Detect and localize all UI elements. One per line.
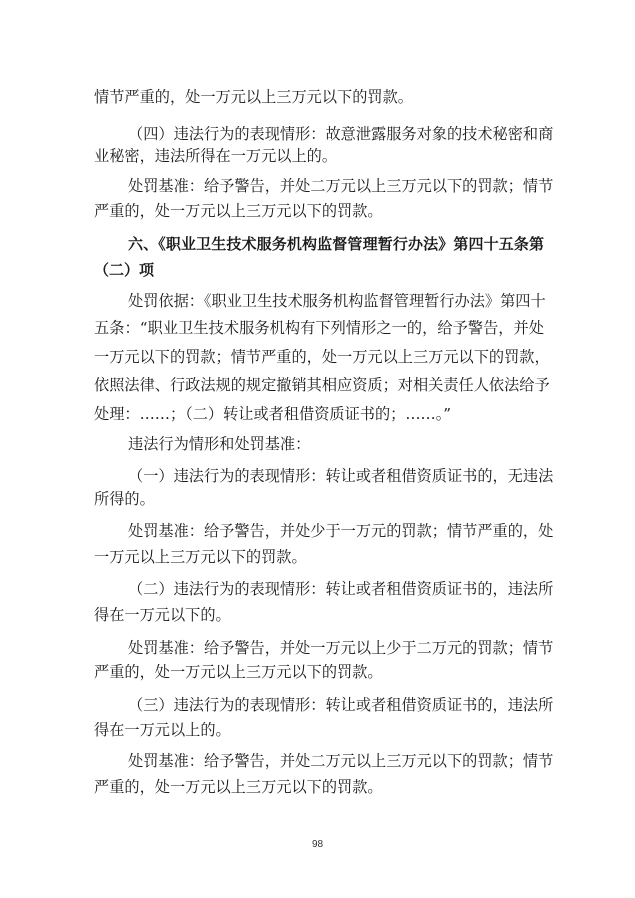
body-line: 依照法律、行政法规的规定撤销其相应资质；对相关责任人依法给予 xyxy=(94,376,550,394)
legal-basis-line: 处罚依据：《职业卫生技术服务机构监督管理暂行办法》第四十 xyxy=(128,292,546,310)
body-line: 所得的。 xyxy=(94,490,155,508)
penalty-line: 处罚基准：给予警告，并处二万元以上三万元以下的罚款；情节 xyxy=(128,177,554,195)
subheading-line: 违法行为情形和处罚基准： xyxy=(128,435,311,453)
section-heading: 六、《职业卫生技术服务机构监督管理暂行办法》第四十五条第 xyxy=(128,235,544,253)
body-line: 得在一万元以上的。 xyxy=(94,721,231,739)
penalty-line: 处罚基准：给予警告，并处二万元以上三万元以下的罚款；情节 xyxy=(128,752,554,770)
body-line: 严重的，处一万元以上三万元以下的罚款。 xyxy=(94,778,383,796)
section-heading-continued: （二）项 xyxy=(94,261,155,279)
body-line: 得在一万元以下的。 xyxy=(94,606,231,624)
clause-line: （三）违法行为的表现情形：转让或者租借资质证书的，违法所 xyxy=(128,696,554,714)
body-line: 处理：……；（二）转让或者租借资质证书的；……。” xyxy=(94,405,452,423)
body-line: 情节严重的，处一万元以上三万元以下的罚款。 xyxy=(94,88,413,106)
clause-line: （四）违法行为的表现情形：故意泄露服务对象的技术秘密和商 xyxy=(128,125,554,143)
penalty-line: 处罚基准：给予警告，并处一万元以上少于二万元的罚款；情节 xyxy=(128,639,554,657)
body-line: 严重的，处一万元以上三万元以下的罚款。 xyxy=(94,663,383,681)
clause-line: （二）违法行为的表现情形：转让或者租借资质证书的，违法所 xyxy=(128,580,554,598)
clause-line: （一）违法行为的表现情形：转让或者租借资质证书的，无违法 xyxy=(128,467,554,485)
body-line: 一万元以下的罚款；情节严重的，处一万元以上三万元以下的罚款， xyxy=(94,348,550,366)
body-line: 一万元以上三万元以下的罚款。 xyxy=(94,548,307,566)
body-line: 五条：“职业卫生技术服务机构有下列情形之一的，给予警告，并处 xyxy=(94,319,544,337)
body-line: 业秘密，违法所得在一万元以上的。 xyxy=(94,147,337,165)
penalty-line: 处罚基准：给予警告，并处少于一万元的罚款；情节严重的，处 xyxy=(128,522,554,540)
body-line: 严重的，处一万元以上三万元以下的罚款。 xyxy=(94,202,383,220)
page-number: 98 xyxy=(311,839,324,850)
